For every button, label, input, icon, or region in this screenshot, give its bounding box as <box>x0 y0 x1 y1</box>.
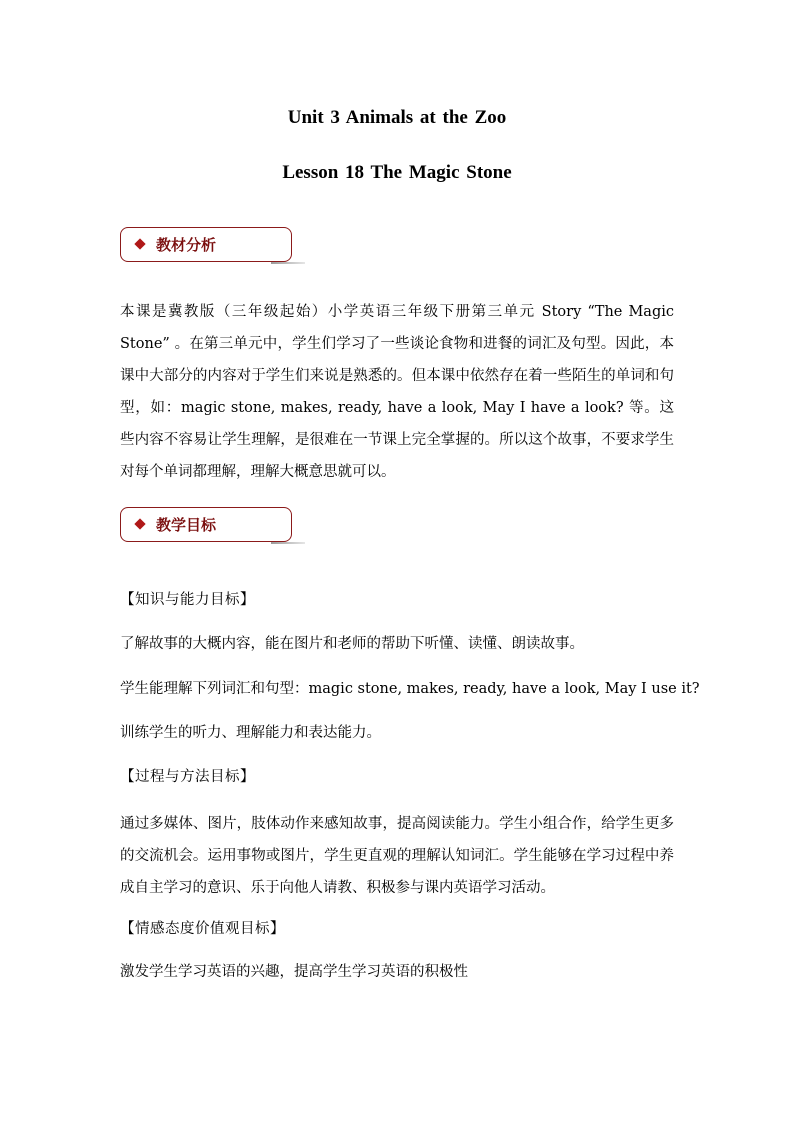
analysis-paragraph: 本课是冀教版（三年级起始）小学英语三年级下册第三单元 Story “The Magic Stone” 。在第三单元中，学生们学习了一些谈论食物和进餐的词汇及句型。因此，本课中大部分的内容对于学生们来说是熟悉的。但本课中依然存在着一些陌生的单词和句型，如：magic stone, makes, ready, have a look, May I have a look? 等。这些内容不容易让学生理解，是很难在一节课上完全掌握的。所以这个故事，不要求学生对每个单词都理解，理解大概意思就可以。 <box>120 304 674 480</box>
knowledge-item: 了解故事的大概内容，能在图片和老师的帮助下听懂、读懂、朗读故事。 <box>120 636 584 652</box>
knowledge-item: 训练学生的听力、理解能力和表达能力。 <box>120 725 381 741</box>
diamond-bullet-icon <box>134 518 145 529</box>
lesson-title: Lesson 18 The Magic Stone <box>282 162 512 183</box>
section-label-analysis: 教材分析 <box>156 236 217 254</box>
process-paragraph: 通过多媒体、图片，肢体动作来感知故事，提高阅读能力。学生小组合作，给学生更多的交流机会。运用事物或图片，学生更直观的理解认知词汇。学生能够在学习过程中养成自主学习的意识、乐于向他人请教、积极参与课内英语学习活动。 <box>120 816 674 896</box>
section-label-goals: 教学目标 <box>156 516 217 534</box>
emotion-text: 激发学生学习英语的兴趣，提高学生学习英语的积极性 <box>120 964 468 980</box>
process-heading: 【过程与方法目标】 <box>120 769 255 785</box>
emotion-heading: 【情感态度价值观目标】 <box>120 921 285 937</box>
section-header-goals <box>120 507 292 542</box>
diamond-bullet-icon <box>134 238 145 249</box>
knowledge-heading: 【知识与能力目标】 <box>120 592 255 608</box>
knowledge-item: 学生能理解下列词汇和句型：magic stone, makes, ready, have a look, May I use it? <box>120 681 700 697</box>
unit-title: Unit 3 Animals at the Zoo <box>287 107 507 128</box>
section-header-analysis <box>120 227 292 262</box>
